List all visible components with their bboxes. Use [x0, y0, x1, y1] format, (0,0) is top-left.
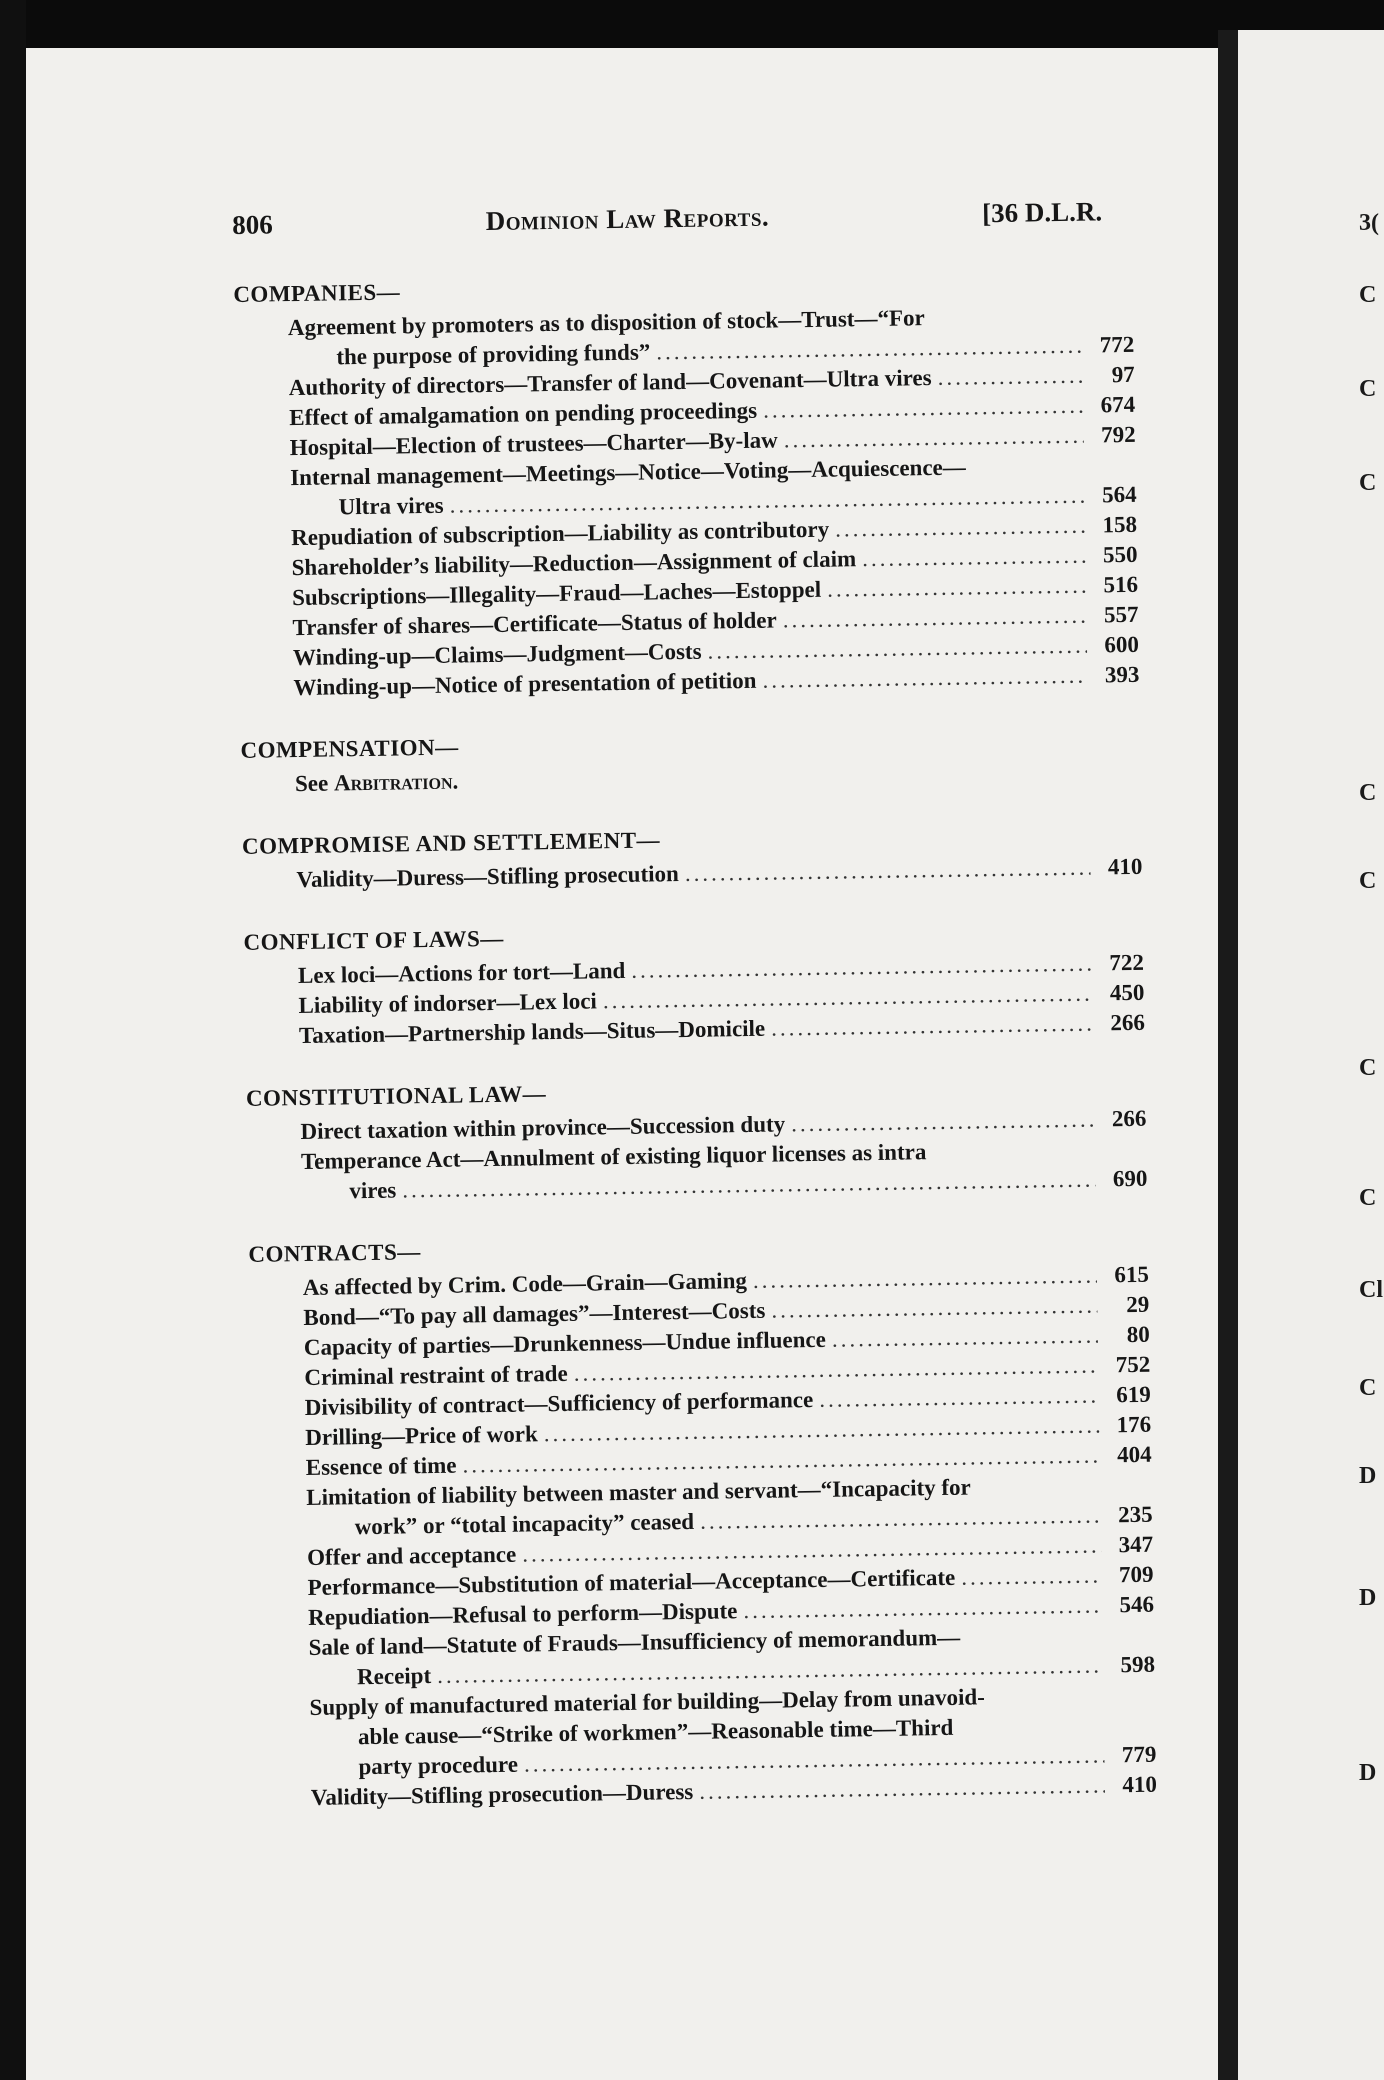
- page-reference: 266: [1110, 1009, 1146, 1036]
- entry-text: Validity—Stifling prosecution—Duress: [310, 1778, 694, 1810]
- entry-text: Drilling—Price of work: [305, 1421, 538, 1450]
- dot-leader: [782, 601, 1086, 636]
- entry-text: party procedure: [358, 1751, 519, 1780]
- dot-leader: [762, 661, 1087, 696]
- page-reference: 709: [1118, 1561, 1154, 1588]
- entry-text: Divisibility of contract—Sufficiency of performance: [304, 1387, 814, 1421]
- entry-text: Receipt: [356, 1663, 432, 1690]
- entry-first-line: Internal management—Meetings—Notice—Voting—Acquiescence—: [290, 454, 966, 491]
- index-section: [243, 914, 1145, 1052]
- page-reference: 600: [1104, 631, 1140, 658]
- entry-text: Performance—Substitution of material—Acceptance—Certificate: [307, 1564, 956, 1600]
- entry-text: Shareholder’s liability—Reduction—Assignment of claim: [291, 546, 857, 581]
- see-reference: Arbitration.: [333, 768, 459, 796]
- page-reference: 619: [1116, 1381, 1151, 1408]
- facing-page-letter: 3(: [1359, 210, 1379, 236]
- page-reference: 772: [1099, 331, 1135, 358]
- dot-leader: [699, 1770, 1105, 1806]
- entry-first-line: Limitation of liability between master and servant—“Incapacity for: [306, 1474, 971, 1510]
- facing-page-letter: C: [1359, 780, 1377, 806]
- page-reference: 792: [1100, 421, 1136, 448]
- section-heading: CONSTITUTIONAL LAW—: [245, 1081, 547, 1111]
- dot-leader: [961, 1561, 1102, 1593]
- dot-leader: [862, 541, 1086, 575]
- page-reference: 779: [1121, 1741, 1157, 1768]
- dot-leader: [791, 1105, 1095, 1140]
- page-reference: 550: [1102, 541, 1138, 568]
- book-gutter: [1218, 30, 1238, 2080]
- page-reference: 393: [1104, 661, 1140, 688]
- entry-text: Capacity of parties—Drunkenness—Undue influence: [303, 1326, 827, 1361]
- page-reference: 557: [1103, 601, 1139, 628]
- page-reference: 235: [1117, 1501, 1153, 1528]
- entry-text: Bond—“To pay all damages”—Interest—Costs: [303, 1297, 766, 1331]
- page-reference: 158: [1102, 511, 1138, 538]
- page-reference: 176: [1116, 1411, 1152, 1438]
- index-section: [248, 1226, 1157, 1814]
- page-reference: 266: [1111, 1105, 1147, 1132]
- entry-text: Hospital—Election of trustees—Charter—By-law: [289, 427, 778, 461]
- entry-text: Essence of time: [305, 1452, 457, 1480]
- page-reference: 722: [1109, 949, 1145, 976]
- entry-text: Authority of directors—Transfer of land—Covenant—Ultra vires: [288, 365, 932, 401]
- page-reference: 410: [1107, 853, 1143, 880]
- entry-text: Transfer of shares—Certificate—Status of holder: [292, 607, 777, 641]
- entry-text: Lex loci—Actions for tort—Land: [297, 957, 626, 989]
- running-title: Dominion Law Reports.: [485, 201, 770, 237]
- page-reference: 564: [1101, 481, 1137, 508]
- section-heading: COMPROMISE AND SETTLEMENT—: [241, 827, 661, 859]
- entry-text: Direct taxation within province—Succession duty: [300, 1111, 786, 1145]
- facing-page-letter: C: [1359, 1185, 1377, 1211]
- facing-page-letter: D: [1359, 1585, 1377, 1611]
- entry-text: Offer and acceptance: [306, 1541, 517, 1570]
- dot-leader: [937, 361, 1083, 393]
- volume-label: [36 D.L.R.: [981, 196, 1103, 229]
- entry-text: As affected by Crim. Code—Grain—Gaming: [302, 1268, 748, 1301]
- facing-page-letter: D: [1359, 1463, 1377, 1489]
- entry-text: work” or “total incapacity” ceased: [354, 1508, 695, 1540]
- facing-page-letter: C: [1359, 376, 1377, 402]
- dot-leader: [835, 511, 1085, 545]
- page-reference: 97: [1111, 361, 1135, 388]
- entry-text: Winding-up—Notice of presentation of petition: [293, 667, 757, 701]
- entry-text: Taxation—Partnership lands—Situs—Domicile: [298, 1015, 766, 1049]
- page-reference: 410: [1122, 1771, 1158, 1798]
- entry-text: Criminal restraint of trade: [304, 1360, 568, 1391]
- dot-leader: [685, 853, 1091, 889]
- entry-text: vires: [349, 1177, 397, 1204]
- page-reference: 404: [1116, 1441, 1152, 1468]
- page-reference: 29: [1126, 1291, 1150, 1318]
- dot-leader: [771, 1009, 1093, 1044]
- index-entry: [301, 1134, 1148, 1207]
- dot-leader: [743, 1591, 1102, 1627]
- entry-text: Repudiation—Refusal to perform—Dispute: [307, 1598, 738, 1630]
- page-reference: 690: [1112, 1165, 1148, 1192]
- dot-leader: [819, 1381, 1099, 1415]
- book-edge: [0, 0, 26, 2080]
- section-heading: COMPANIES—: [233, 279, 401, 307]
- entry-text: the purpose of providing funds”: [336, 339, 651, 370]
- facing-page-letter: C: [1359, 470, 1377, 496]
- index-entry: [309, 1680, 1156, 1783]
- index-section: [246, 1070, 1148, 1208]
- page-reference: 598: [1120, 1651, 1156, 1678]
- index-section: [240, 722, 1141, 800]
- entry-first-line: Sale of land—Statute of Frauds—Insufficiency of memorandum—: [308, 1624, 961, 1660]
- section-heading: CONTRACTS—: [248, 1239, 422, 1267]
- entry-first-line: Supply of manufactured material for building—Delay from unavoid-: [309, 1684, 986, 1720]
- page-reference: 546: [1119, 1591, 1155, 1618]
- dot-leader: [832, 1321, 1098, 1355]
- page-reference: 450: [1109, 979, 1145, 1006]
- entry-text: Winding-up—Claims—Judgment—Costs: [292, 638, 702, 671]
- index-page: [232, 196, 1157, 1814]
- page-reference: 347: [1118, 1531, 1154, 1558]
- page-reference: 615: [1114, 1261, 1150, 1288]
- entry-text: Validity—Duress—Stifling prosecution: [296, 861, 680, 893]
- facing-page-letter: C: [1359, 1375, 1377, 1401]
- index-section: [242, 818, 1143, 896]
- dot-leader: [827, 571, 1086, 605]
- page-reference: 516: [1103, 571, 1139, 598]
- facing-page-letter: C: [1359, 868, 1377, 894]
- page-number: 806: [232, 209, 273, 240]
- page-reference: 80: [1126, 1321, 1150, 1348]
- entry-text: Liability of indorser—Lex loci: [298, 988, 598, 1019]
- entry-text: Effect of amalgamation on pending proceedings: [289, 397, 758, 431]
- page-reference: 674: [1100, 391, 1136, 418]
- entry-middle-line: able cause—“Strike of workmen”—Reasonable time—Third: [357, 1714, 954, 1750]
- index-section: [233, 266, 1140, 704]
- entry-text: Subscriptions—Illegality—Fraud—Laches—Estoppel: [291, 576, 822, 611]
- entry-first-line: Agreement by promoters as to disposition of stock—Trust—“For: [287, 305, 925, 341]
- section-heading: CONFLICT OF LAWS—: [243, 925, 504, 955]
- facing-page-letter: C: [1359, 1055, 1377, 1081]
- entry-text: Repudiation of subscription—Liability as contributory: [290, 516, 830, 551]
- dot-leader: [783, 421, 1083, 456]
- see-prefix: See: [294, 770, 329, 797]
- index-sections: [233, 266, 1157, 1814]
- entry-first-line: Temperance Act—Annulment of existing liquor licenses as intra: [300, 1139, 927, 1175]
- facing-page-letter: Cl: [1359, 1277, 1383, 1303]
- page-reference: 752: [1115, 1351, 1151, 1378]
- section-heading: COMPENSATION—: [240, 734, 459, 763]
- facing-page-letter: D: [1359, 1760, 1377, 1786]
- entry-text: Ultra vires: [338, 492, 444, 520]
- facing-page-letter: C: [1359, 282, 1377, 308]
